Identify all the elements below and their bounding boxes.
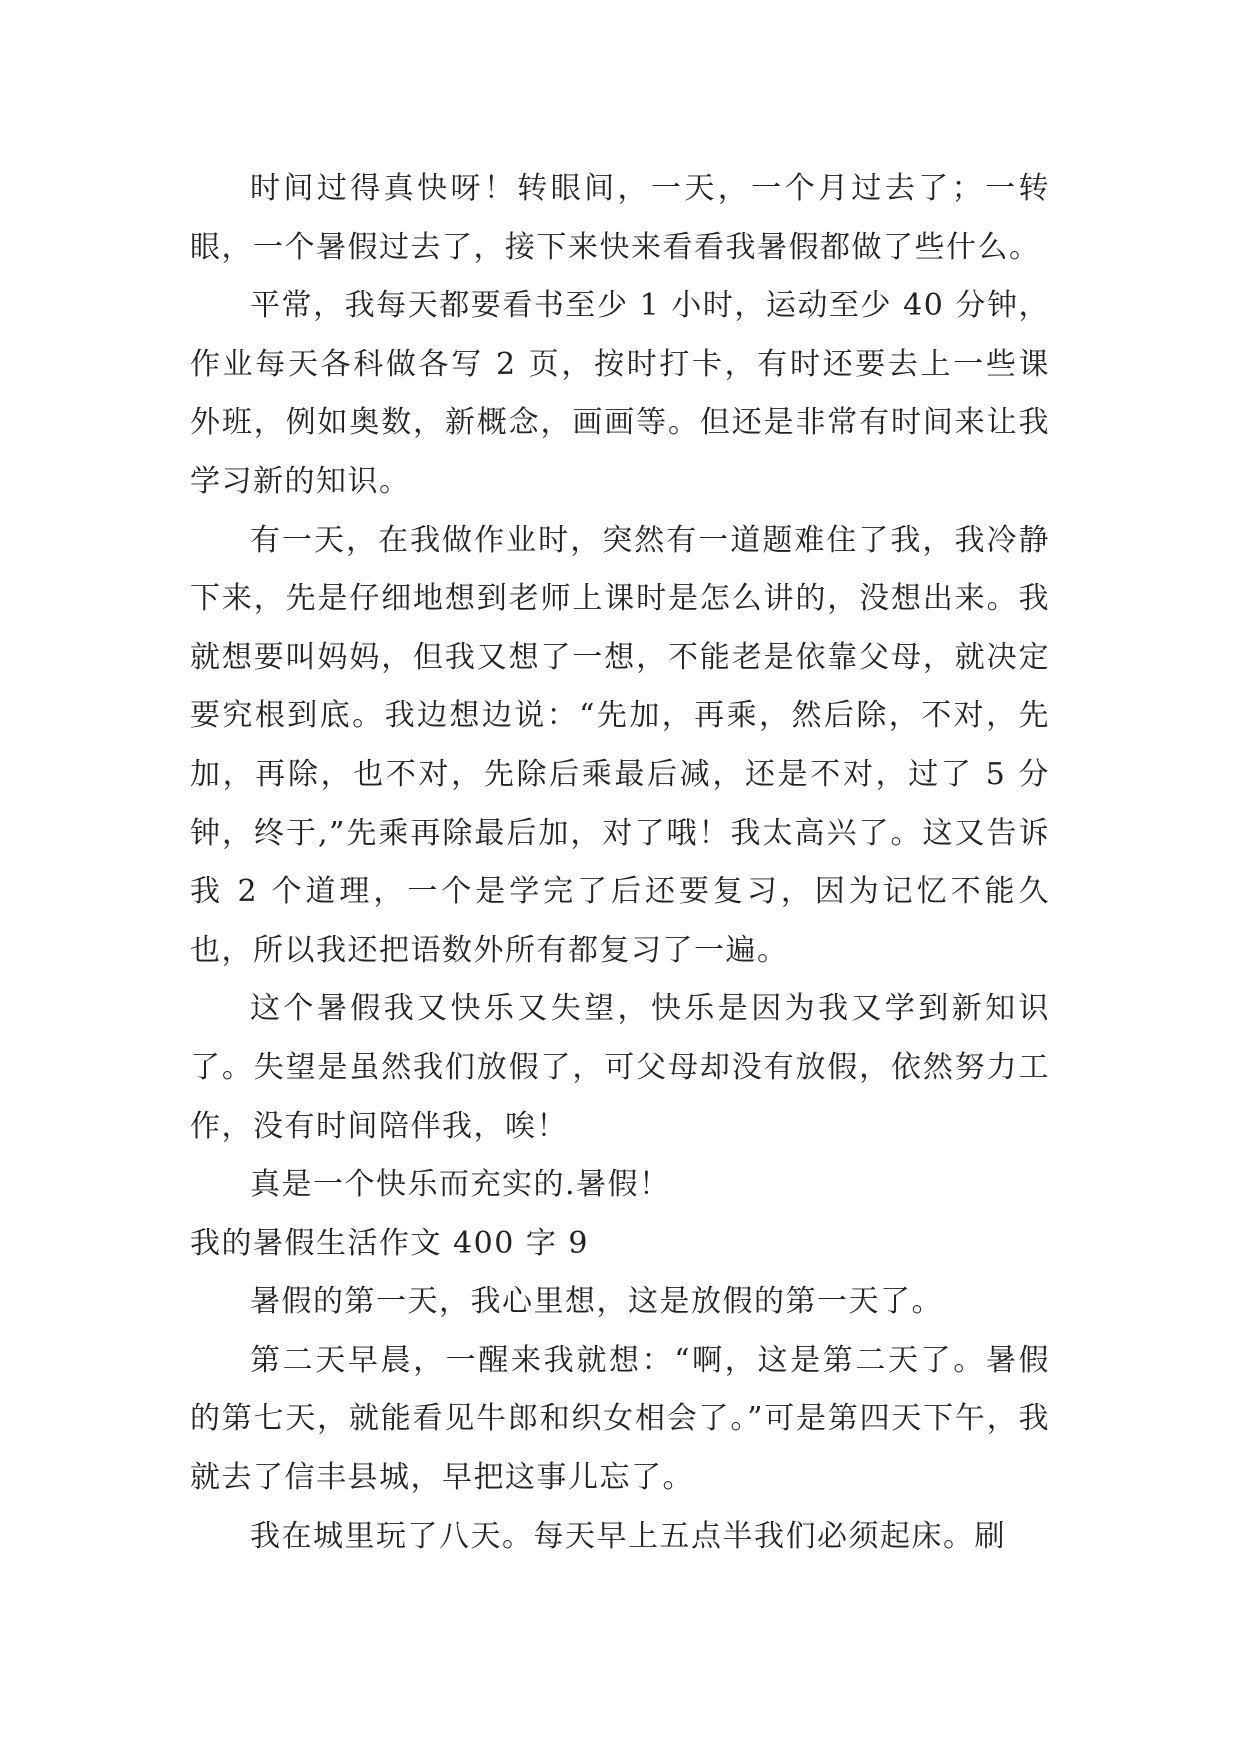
paragraph: 时间过得真快呀！转眼间，一天，一个月过去了；一转眼，一个暑假过去了，接下来快来看看我暑假都做了些什么。 (190, 171, 1050, 265)
paragraph: 第二天早晨，一醒来我就想：“啊，这是第二天了。暑假的第七天，就能看见牛郎和织女相会了。”可是第四天下午，我就去了信丰县城，早把这事儿忘了。 (190, 1342, 1050, 1496)
section-heading: 我的暑假生活作文 400 字 9 (190, 1225, 589, 1261)
paragraph: 暑假的第一天，我心里想，这是放假的第一天了。 (250, 1284, 943, 1320)
paragraph: 有一天，在我做作业时，突然有一道题难住了我，我冷静下来，先是仔细地想到老师上课时是怎么讲的，没想出来。我就想要叫妈妈，但我又想了一想，不能老是依靠父母，就决定要究根到底。我边想边说：“先加，再乘，然后除，不对，先加，再除，也不对，先除后乘最后减，还是不对，过了 5 分钟，终于,”先乘再除最后加，对了哦！我太高兴了。这又告诉我 2 个道理，一个是学完了后还要复习，因为记忆不能久也，所以我还把语数外所有都复习了一遍。 (190, 522, 1050, 968)
paragraph: 真是一个快乐而充实的.暑假！ (250, 1167, 671, 1203)
paragraph: 这个暑假我又快乐又失望，快乐是因为我又学到新知识了。失望是虽然我们放假了，可父母却没有放假，依然努力工作，没有时间陪伴我，唉！ (190, 991, 1050, 1144)
paragraph: 我在城里玩了八天。每天早上五点半我们必须起床。刷 (250, 1518, 1006, 1554)
text-column (190, 160, 1050, 1566)
paragraph: 平常，我每天都要看书至少 1 小时，运动至少 40 分钟，作业每天各科做各写 2 页，按时打卡，有时还要去上一些课外班，例如奥数，新概念，画画等。但还是非常有时间来让我学习新的知识。 (190, 288, 1050, 499)
